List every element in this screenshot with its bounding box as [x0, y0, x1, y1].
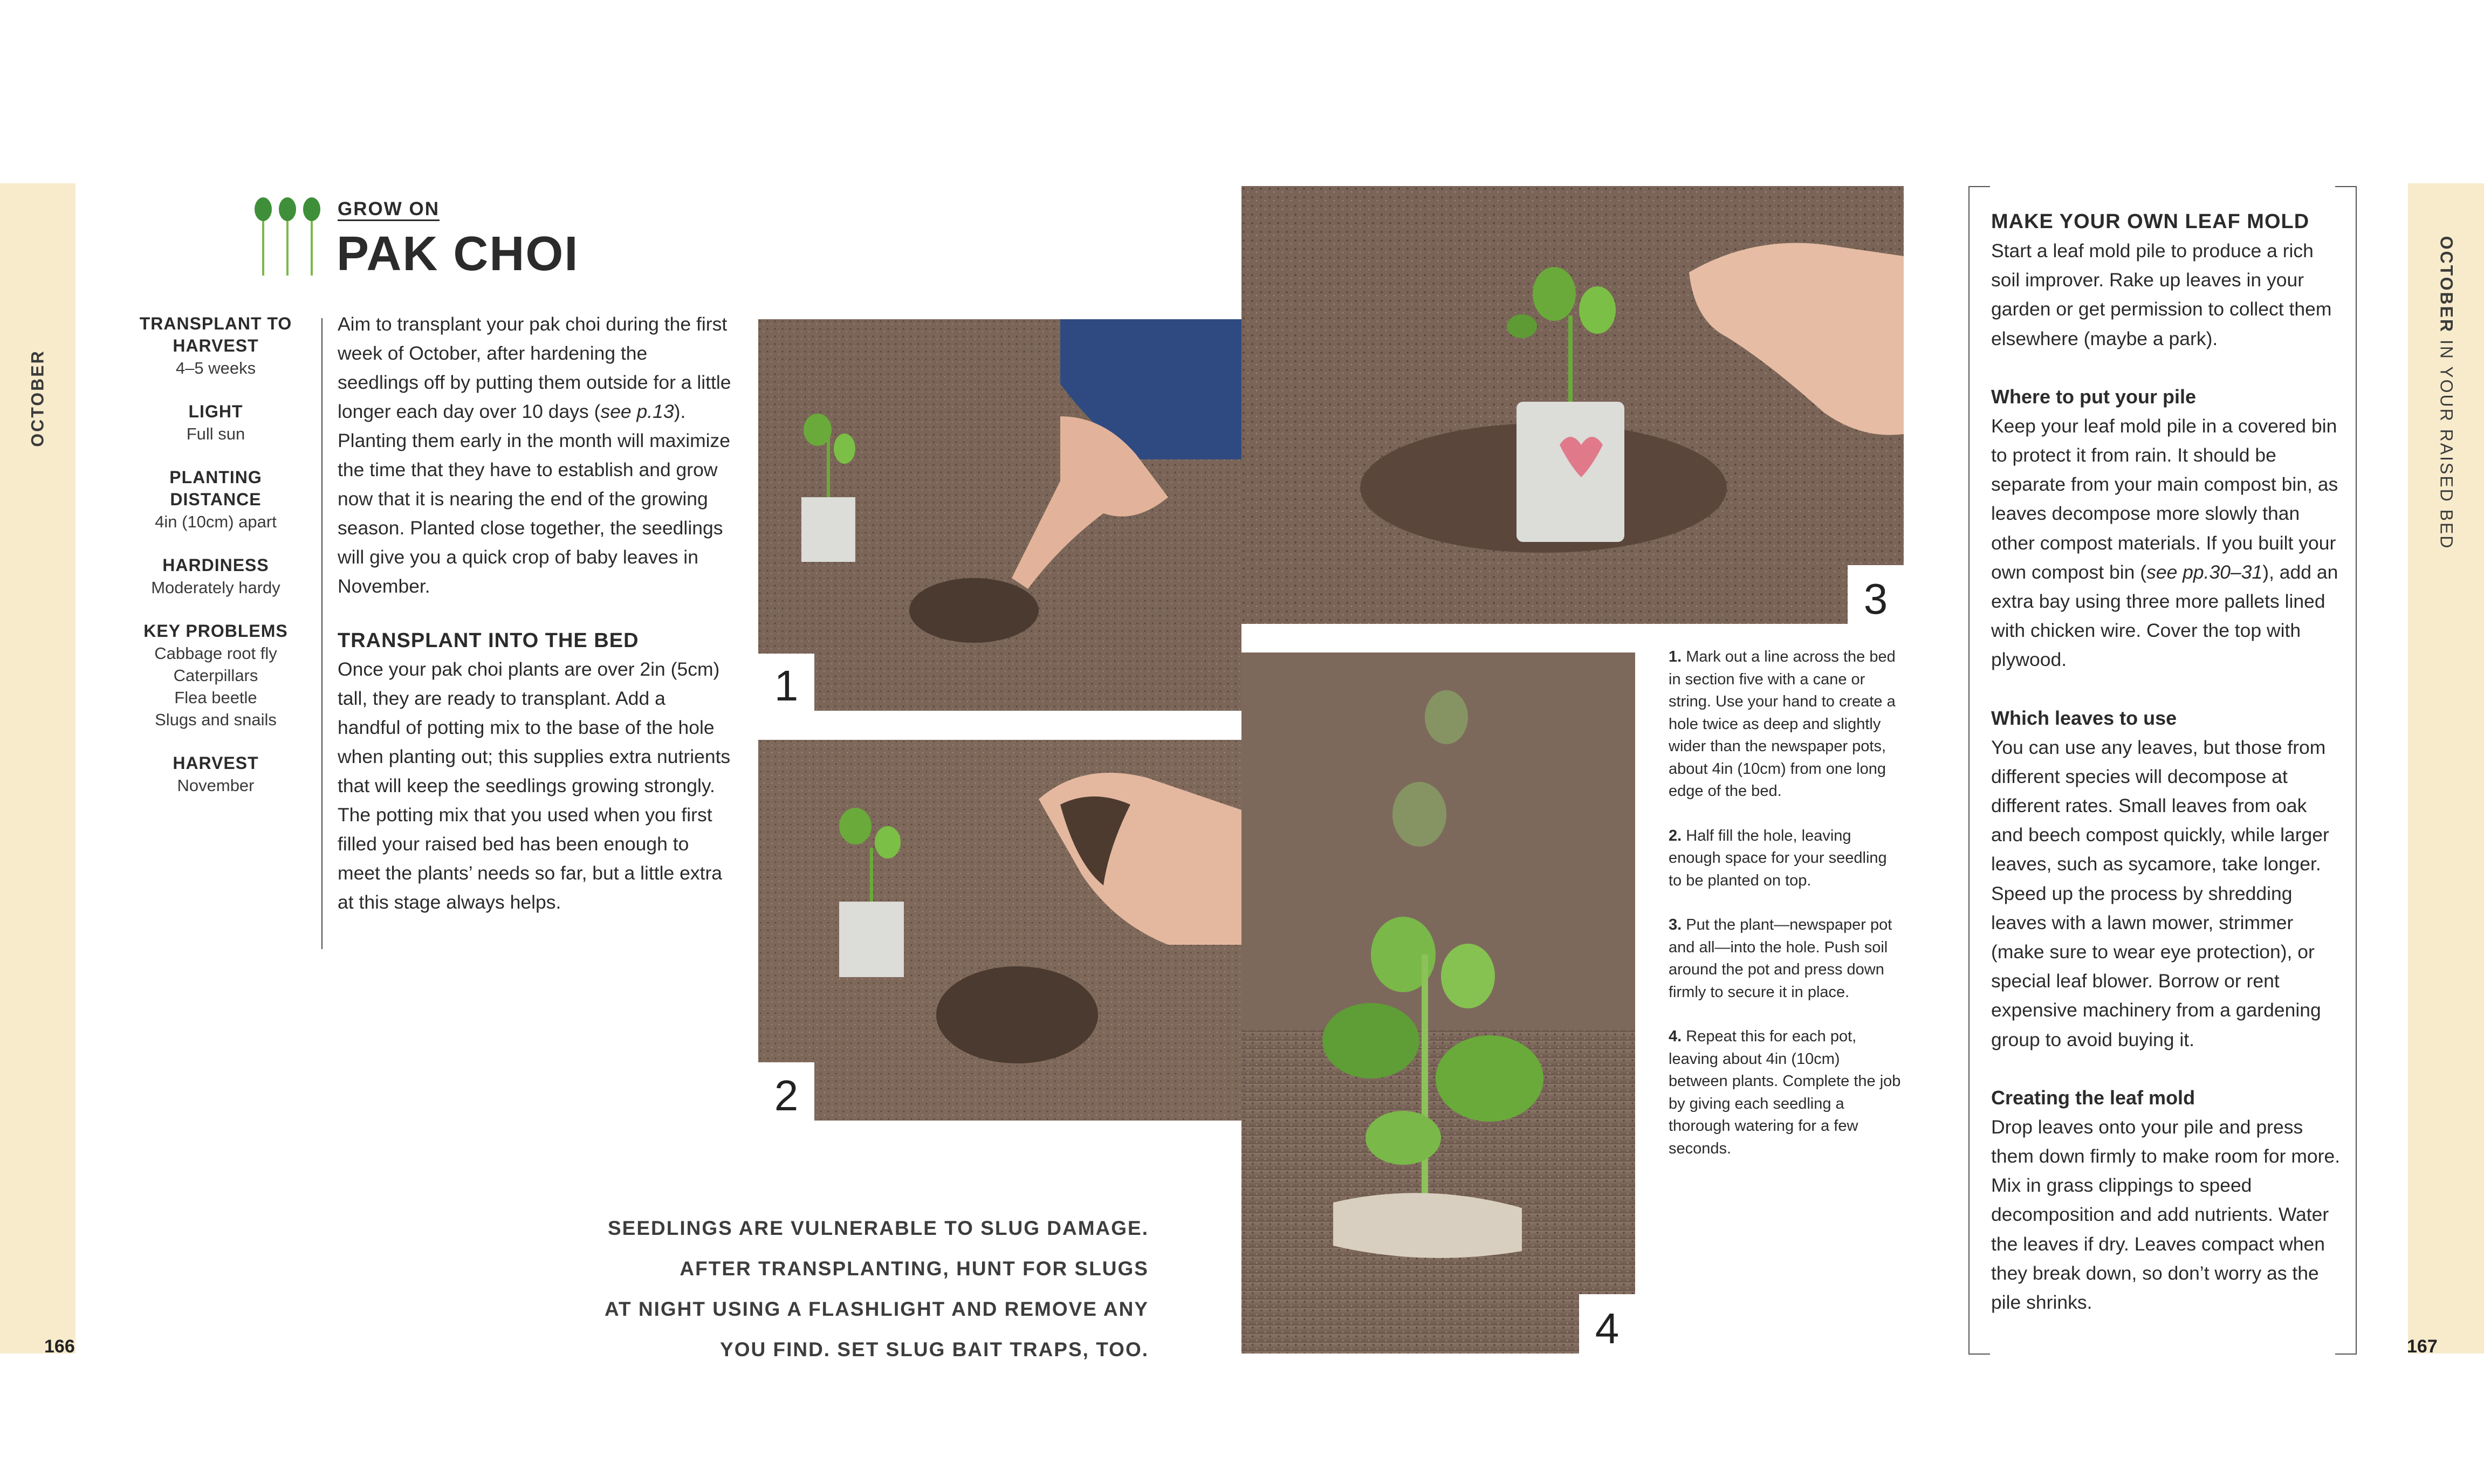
fact-planting-distance [129, 466, 302, 533]
fact-value: Moderately hardy [151, 578, 280, 597]
fact-key-problems [129, 620, 302, 731]
step-3-caption: 3. Put the plant—newspaper pot and all—into the hole. Push soil around the pot and press down firmly to secure it in place. [1669, 916, 1892, 1001]
fact-hardiness [129, 554, 302, 599]
fact-label: KEY PROBLEMS [143, 621, 288, 641]
photo-number-3: 3 [1848, 565, 1904, 624]
right-month-tab [2408, 183, 2484, 1354]
fact-value: Full sun [186, 424, 245, 443]
main-text-column [338, 310, 731, 917]
sidebar-corner [1968, 1354, 1990, 1355]
fact-label: PLANTING DISTANCE [169, 468, 262, 509]
step-captions [1669, 646, 1902, 1182]
page-number-left: 166 [44, 1336, 75, 1357]
pullquote-line: AT NIGHT USING A FLASHLIGHT AND REMOVE ANY [605, 1298, 1149, 1320]
seedling-icon [252, 197, 322, 278]
photo-step-1 [758, 319, 1241, 711]
photo-step-4 [1241, 652, 1635, 1354]
pullquote-line: AFTER TRANSPLANTING, HUNT FOR SLUGS [680, 1258, 1149, 1280]
fact-label: HARDINESS [162, 555, 269, 575]
fact-transplant-to-harvest [129, 313, 302, 379]
fact-value: 4–5 weeks [175, 359, 256, 377]
page-number-right: 167 [2407, 1336, 2438, 1357]
sidebar-subheading: Creating the leaf mold [1991, 1086, 2195, 1109]
fact-value: 4in (10cm) apart [155, 512, 277, 531]
intro-paragraph: Aim to transplant your pak choi during the first week of October, after hardening the seedlings off by putting them outside for a little longer each day over 10 days (see p.13). Planting them early in the month will maximize the time that they have to establish and grow now that it is nearing the end of the growing season. Planted close together, the seedlings will give you a quick crop of baby leaves in November. [338, 313, 731, 597]
sidebar-corner [1968, 186, 1990, 187]
fact-value: Caterpillars [173, 666, 258, 685]
sidebar-paragraph: Drop leaves onto your pile and press them down firmly to make room for more. Mix in grass clippings to speed decomposition and add nutrients. Water the leaves if dry. Leaves compact when they break down, so don’t worry as the pile shrinks. [1991, 1116, 2341, 1314]
transplant-paragraph: Once your pak choi plants are over 2in (5cm) tall, they are ready to transplant. Add a handful of potting mix to the base of the hole when planting out; this supplies extra nutrients that will keep the seedlings growing strongly. The potting mix that you used when you first filled your raised bed has been enough to meet the plants’ needs so far, but a little extra at this stage always helps. [338, 658, 731, 913]
fact-divider [321, 318, 322, 949]
fact-label: HARVEST [173, 753, 259, 773]
step-2-caption: 2. Half fill the hole, leaving enough space for your seedling to be planted on top. [1669, 827, 1887, 889]
fact-value: Slugs and snails [155, 710, 277, 729]
fact-value: Cabbage root fly [154, 644, 277, 663]
fact-harvest [129, 752, 302, 796]
pullquote-line: YOU FIND. SET SLUG BAIT TRAPS, TOO. [720, 1338, 1149, 1361]
photo-step-3 [1241, 186, 1904, 624]
sidebar-subheading: Which leaves to use [1991, 706, 2177, 729]
sidebar-corner [2335, 1354, 2357, 1355]
sidebar-heading: MAKE YOUR OWN LEAF MOLD [1991, 210, 2310, 233]
fact-value: Flea beetle [174, 688, 257, 707]
photo-number-2: 2 [758, 1062, 814, 1121]
pullquote-line: SEEDLINGS ARE VULNERABLE TO SLUG DAMAGE. [607, 1217, 1149, 1239]
fact-value: November [177, 776, 255, 795]
sidebar-corner [2335, 186, 2357, 187]
fact-panel [129, 313, 302, 818]
fact-label: LIGHT [188, 402, 243, 421]
sidebar-intro: Start a leaf mold pile to produce a rich soil improver. Rake up leaves in your garden or get permission to collect them elsewhere (maybe a park). [1991, 240, 2332, 349]
step-1-caption: 1. Mark out a line across the bed in section five with a cane or string. Use your hand to create a hole twice as deep and slightly wider than the newspaper pots, about 4in (10cm) from one long edge of the bed. [1669, 648, 1896, 800]
photo-step-2 [758, 740, 1241, 1121]
photo-number-4: 4 [1579, 1294, 1635, 1354]
slug-pullquote [572, 1208, 1149, 1370]
left-month-tab [0, 183, 76, 1354]
step-4-caption: 4. Repeat this for each pot, leaving about 4in (10cm) between plants. Complete the job by giving each seedling a thorough watering for a few seconds. [1669, 1028, 1901, 1157]
leaf-mold-sidebar [1991, 207, 2341, 1317]
page-title: PAK CHOI [337, 227, 579, 281]
photo-number-1: 1 [758, 654, 814, 711]
sidebar-paragraph: Keep your leaf mold pile in a covered bin to protect it from rain. It should be separate from your main compost bin, as leaves decompose more slowly than other compost materials. If you built your own compost bin (see pp.30–31), add an extra bay using three more pallets lined with chicken wire. Cover the top with plywood. [1991, 415, 2338, 671]
transplant-heading: TRANSPLANT INTO THE BED [338, 629, 639, 652]
section-kicker: GROW ON [338, 198, 440, 219]
fact-label: TRANSPLANT TO HARVEST [139, 314, 292, 355]
sidebar-paragraph: You can use any leaves, but those from different species will decompose at different rates. Small leaves from oak and beech compost quickly, while larger leaves, such as sycamore, take longer. Speed up the process by shredding leaves with a lawn mower, strimmer (make sure to wear eye protection), or special leaf blower. Borrow or rent expensive machinery from a gardening group to avoid buying it. [1991, 736, 2329, 1050]
left-tab-label: OCTOBER [28, 349, 47, 447]
fact-light [129, 401, 302, 445]
sidebar-subheading: Where to put your pile [1991, 385, 2197, 408]
right-tab-label: OCTOBER IN YOUR RAISED BED [2437, 236, 2456, 550]
